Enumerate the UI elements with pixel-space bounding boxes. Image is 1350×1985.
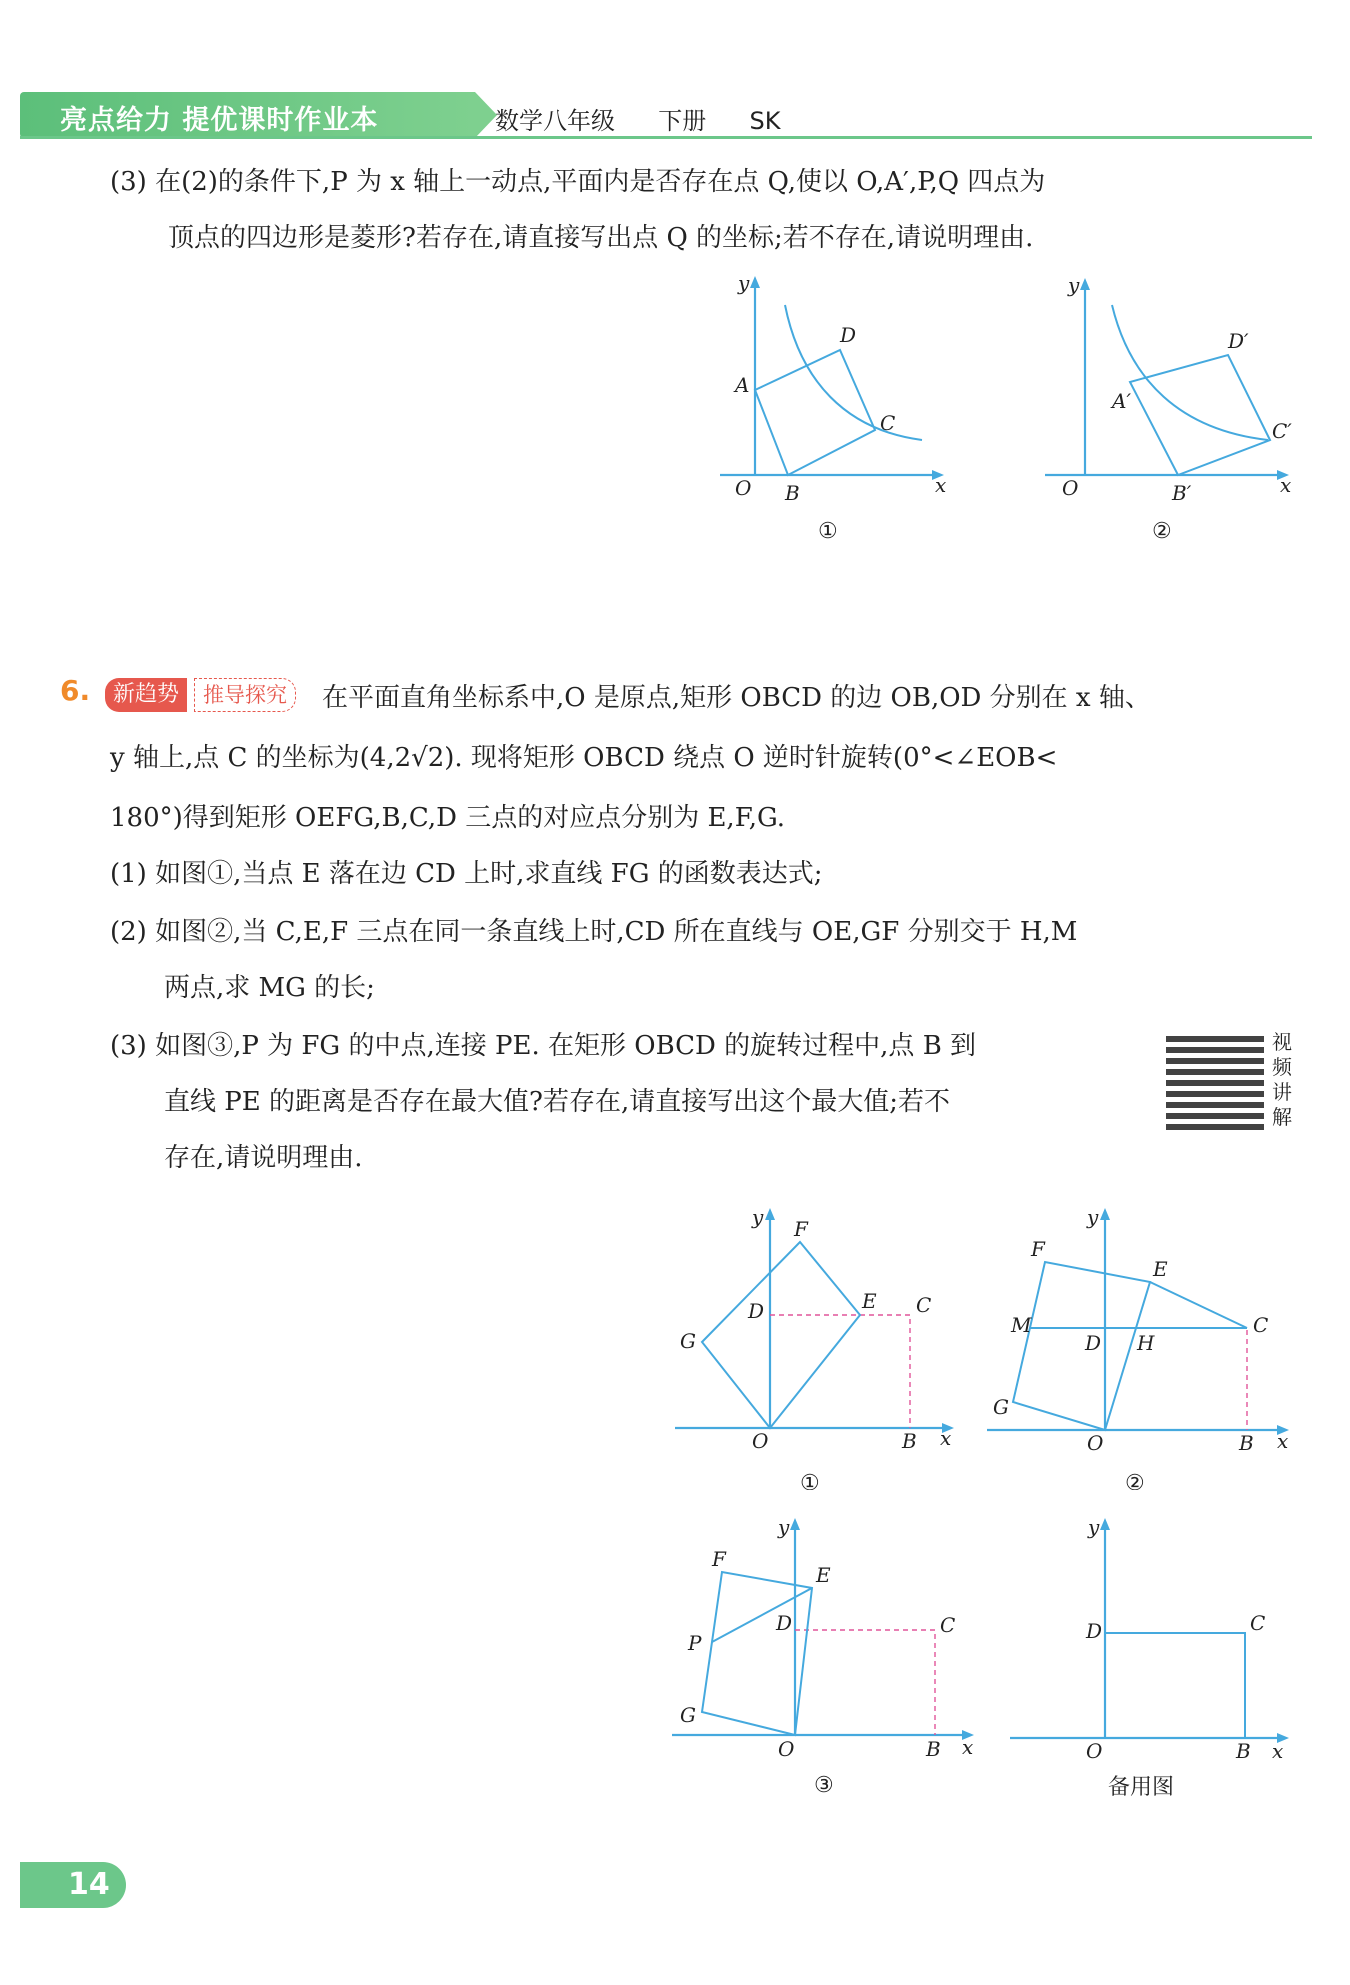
square-ABCD [755, 350, 875, 475]
hyperbola [1112, 305, 1268, 440]
segment-EC [1150, 1282, 1247, 1328]
y-arrow [750, 276, 760, 288]
caption: ② [1152, 519, 1172, 544]
label-O: O [1086, 1739, 1103, 1763]
caption: ① [800, 1471, 820, 1490]
label-B: B [902, 1429, 917, 1453]
label-E: E [862, 1289, 877, 1313]
segment-PE [712, 1588, 812, 1642]
caption: ② [1125, 1471, 1145, 1490]
caption: 备用图 [1108, 1775, 1175, 1800]
q6-part3-line1: (3) 如图③,P 为 FG 的中点,连接 PE. 在矩形 OBCD 的旋转过程中,点 B 到 [110, 1031, 977, 1061]
tag-derivation: 推导探究 [194, 678, 296, 712]
label-C-prime: C′ [1272, 419, 1292, 443]
label-O: O [1087, 1431, 1104, 1455]
label-G: G [680, 1703, 696, 1727]
figure-5-1 [700, 270, 960, 550]
label-G: G [993, 1395, 1009, 1419]
label-B-prime: B′ [1172, 481, 1192, 505]
label-A-prime: A′ [1112, 389, 1131, 413]
y-arrow [765, 1208, 775, 1220]
caption: ③ [814, 1773, 834, 1798]
q6-stem-line2: y 轴上,点 C 的坐标为(4,2√2). 现将矩形 OBCD 绕点 O 逆时针旋转(0°<∠EOB< [110, 743, 1058, 773]
label-F: F [712, 1547, 726, 1571]
rect-OEFG [1013, 1262, 1150, 1430]
question-number: 6. [60, 674, 91, 707]
label-C: C [916, 1293, 932, 1317]
y-arrow [790, 1518, 800, 1530]
label-O: O [778, 1737, 795, 1761]
label-D: D [748, 1299, 765, 1323]
y-arrow [1080, 278, 1090, 290]
label-D: D [840, 323, 857, 347]
rect-OEFG [702, 1242, 860, 1428]
header-subtitle: 数学八年级 下册 SK [495, 107, 781, 135]
label-H: H [1137, 1331, 1155, 1355]
tag-new-trend: 新趋势 [105, 678, 187, 712]
label-C: C [1253, 1313, 1269, 1337]
rect-OBCD-dashed [770, 1315, 910, 1428]
label-x: x [1272, 1739, 1284, 1763]
q6-stem-line1: 在平面直角坐标系中,O 是原点,矩形 OBCD 的边 OB,OD 分别在 x 轴、 [322, 683, 1151, 713]
q6-part3-line2: 直线 PE 的距离是否存在最大值?若存在,请直接写出这个最大值;若不 [164, 1087, 950, 1117]
qr-label: 视频讲解 [1272, 1030, 1292, 1129]
y-arrow [1100, 1208, 1110, 1220]
label-C: C [880, 411, 896, 435]
label-D-prime: D′ [1228, 329, 1249, 353]
label-M: M [1011, 1313, 1032, 1337]
label-F: F [1031, 1237, 1045, 1261]
label-G: G [680, 1329, 696, 1353]
label-B: B [1239, 1431, 1254, 1455]
label-x: x [1280, 473, 1292, 497]
rect-OBCD-dashed [1105, 1328, 1247, 1430]
label-O: O [752, 1429, 769, 1453]
q6-part2-line1: (2) 如图②,当 C,E,F 三点在同一条直线上时,CD 所在直线与 OE,GF 分别交于 H,M [110, 917, 1078, 947]
y-arrow [1100, 1518, 1110, 1530]
label-y: y [778, 1515, 790, 1539]
label-B: B [1236, 1739, 1251, 1763]
label-F: F [794, 1217, 808, 1241]
page-number: 14 [68, 1867, 110, 1902]
label-x: x [940, 1426, 952, 1450]
label-D: D [1085, 1331, 1102, 1355]
label-D: D [776, 1611, 793, 1635]
q6-stem-line3: 180°)得到矩形 OEFG,B,C,D 三点的对应点分别为 E,F,G. [110, 803, 786, 833]
q6-part3-line3: 存在,请说明理由. [164, 1143, 363, 1173]
label-y: y [1088, 1515, 1100, 1539]
q6-part1: (1) 如图①,当点 E 落在边 CD 上时,求直线 FG 的函数表达式; [110, 859, 823, 889]
label-B: B [785, 481, 800, 505]
figure-6-2 [985, 1200, 1305, 1490]
label-E: E [1153, 1257, 1168, 1281]
figure-6-3 [670, 1510, 990, 1800]
rect-OBCD [1105, 1633, 1245, 1738]
label-x: x [962, 1735, 974, 1759]
label-A: A [735, 373, 750, 397]
label-C: C [1250, 1611, 1266, 1635]
label-x: x [935, 473, 947, 497]
qr-code[interactable] [1166, 1032, 1264, 1130]
figure-6-spare [1010, 1510, 1310, 1800]
label-D: D [1086, 1619, 1103, 1643]
label-E: E [816, 1563, 831, 1587]
label-C: C [940, 1613, 956, 1637]
caption: ① [818, 519, 838, 544]
figure-6-1 [670, 1200, 970, 1490]
label-y: y [1068, 273, 1080, 297]
label-O: O [1062, 476, 1079, 500]
square-A'B'C'D' [1130, 355, 1270, 475]
header-divider [20, 136, 1312, 139]
rect-OBCD-dashed [795, 1630, 935, 1735]
label-y: y [752, 1205, 764, 1229]
q5-part3-line2: 顶点的四边形是菱形?若存在,请直接写出点 Q 的坐标;若不存在,请说明理由. [168, 223, 1034, 253]
label-O: O [735, 476, 752, 500]
q6-part2-line2: 两点,求 MG 的长; [164, 973, 375, 1003]
q5-part3-line1: (3) 在(2)的条件下,P 为 x 轴上一动点,平面内是否存在点 Q,使以 O,A′,P,Q 四点为 [110, 167, 1046, 197]
header-title: 亮点给力 提优课时作业本 [60, 105, 379, 136]
label-B: B [926, 1737, 941, 1761]
label-y: y [738, 271, 750, 295]
label-P: P [688, 1631, 702, 1655]
figure-5-2 [1030, 270, 1310, 550]
label-x: x [1277, 1429, 1289, 1453]
label-y: y [1087, 1205, 1099, 1229]
